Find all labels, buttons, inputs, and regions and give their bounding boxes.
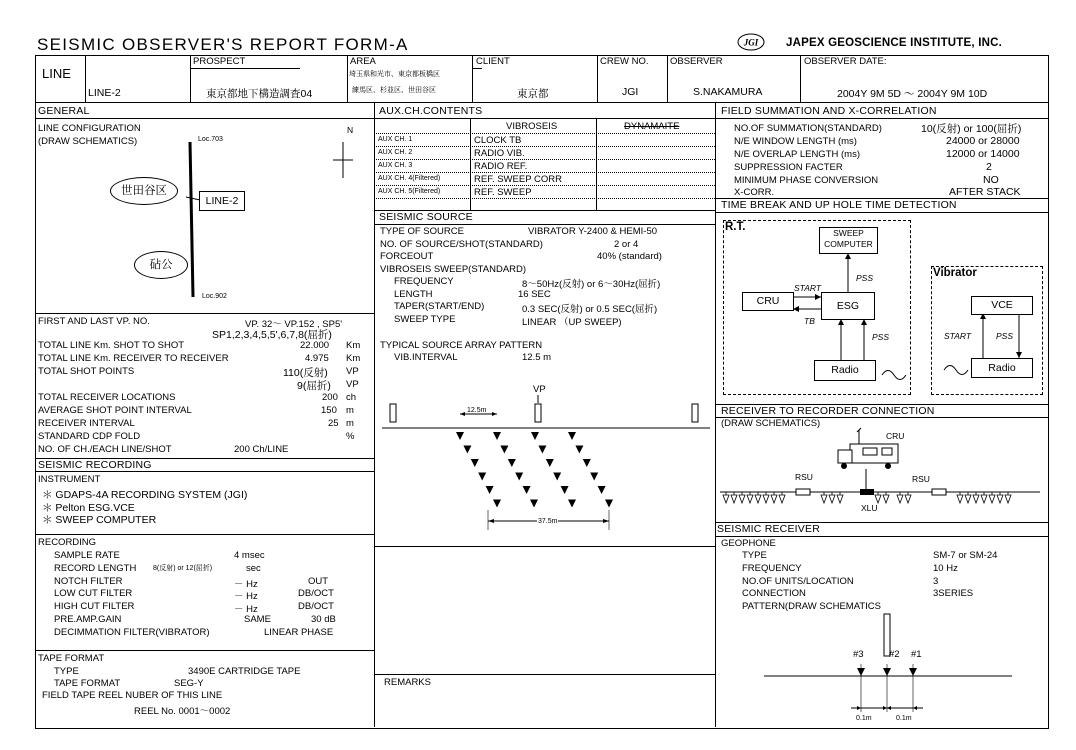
freq-value: 8～50Hz(反射) or 6～30Hz(屈折) — [522, 279, 661, 290]
spacing-1: 0.1m — [856, 715, 872, 722]
rcv-int-label: RECEIVER INTERVAL — [38, 418, 135, 429]
aux-ch-1: AUX CH. 1 — [378, 136, 413, 143]
tape-heading: TAPE FORMAT — [38, 653, 105, 664]
rt-label: R.T. — [725, 221, 746, 233]
geo-conn-label: CONNECTION — [742, 588, 806, 599]
recording-heading: SEISMIC RECORDING — [38, 459, 152, 471]
rcv-int-value: 25 — [328, 418, 339, 429]
radio-box-1: Radio — [814, 360, 876, 381]
ward-oval-setagaya: 世田谷区 — [110, 177, 178, 205]
pss-label-1: PSS — [856, 273, 874, 283]
sample-rate-label: SAMPLE RATE — [54, 550, 120, 561]
geophone-1-label: #1 — [911, 649, 922, 660]
ward-oval-kinuta: 砧公 — [134, 251, 188, 279]
summation-heading: FIELD SUMMATION AND X-CORRELATION — [721, 105, 937, 117]
area-line1: 埼玉県和光市、東京都板橋区 — [349, 71, 440, 78]
line-config-label: LINE CONFIGURATION — [38, 123, 141, 134]
nch-value: 200 Ch/LINE — [234, 444, 289, 455]
force-value: 40% (standard) — [597, 251, 662, 262]
pss-label-2: PSS — [872, 332, 890, 342]
m-unit-1: m — [346, 405, 354, 416]
instrument-2: ＊ Pelton ESG.VCE — [42, 502, 135, 514]
first-last-vp-value: VP. 32～ VP.152 , SP5' — [245, 319, 343, 330]
length-value: 16 SEC — [518, 289, 551, 300]
vibint-value: 12.5 m — [522, 352, 552, 363]
nwin-label: N/E WINDOW LENGTH (ms) — [734, 136, 857, 147]
aux-ch-2: AUX CH. 2 — [378, 149, 413, 156]
decim-value: LINEAR PHASE — [264, 627, 334, 638]
nsrc-value: 2 or 4 — [614, 239, 639, 250]
record-length-label: RECORD LENGTH — [54, 563, 137, 574]
first-last-vp-label: FIRST AND LAST VP. NO. — [38, 316, 150, 327]
nwin-value: 24000 or 28000 — [946, 135, 1020, 147]
rcv-loc-value: 200 — [322, 392, 338, 403]
vibint-label: VIB.INTERVAL — [394, 352, 458, 363]
supp-value: 2 — [986, 161, 992, 173]
tape-format-label: TAPE FORMAT — [54, 678, 121, 689]
aux-val-2: RADIO VIB. — [474, 148, 525, 159]
array-label: TYPICAL SOURCE ARRAY PATTERN — [380, 340, 543, 351]
force-label: FORCEOUT — [380, 251, 434, 262]
avg-sp-label: AVERAGE SHOT POINT INTERVAL — [38, 405, 192, 416]
nsrc-label: NO. OF SOURCE/SHOT(STANDARD) — [380, 239, 543, 250]
cru-truck-label: CRU — [886, 431, 905, 441]
sample-rate-value: 4 msec — [234, 550, 265, 561]
geo-conn-value: 3SERIES — [933, 588, 974, 599]
loc-top: Loc.703 — [198, 136, 223, 143]
rsu-label-1: RSU — [795, 472, 813, 482]
aux-val-5: REF. SWEEP — [474, 187, 532, 198]
recording-label: RECORDING — [38, 537, 97, 548]
novl-label: N/E OVERLAP LENGTH (ms) — [734, 149, 860, 160]
aux-heading: AUX.CH.CONTENTS — [379, 105, 483, 117]
loc-bottom: Loc.902 — [202, 293, 227, 300]
sweep-label: VIBROSEIS SWEEP(STANDARD) — [380, 264, 527, 275]
dim-37-5m: 37.5m — [538, 518, 558, 525]
notch-hz: － Hz — [234, 579, 258, 590]
lowcut-label: LOW CUT FILTER — [54, 588, 133, 599]
novl-value: 12000 or 14000 — [946, 148, 1020, 160]
cru-box: CRU — [742, 292, 794, 311]
vp-unit-2: VP — [346, 379, 359, 390]
area-label: AREA — [350, 56, 376, 67]
geophone-3-label: #3 — [853, 649, 864, 660]
aux-val-4: REF. SWEEP CORR — [474, 174, 562, 185]
xlu-label: XLU — [861, 503, 878, 513]
receiver-conn-sub: (DRAW SCHEMATICS) — [721, 418, 821, 429]
crew-value: JGI — [622, 86, 639, 98]
sweep-type-value: LINEAR （UP SWEEP) — [522, 317, 622, 328]
m-unit-2: m — [346, 418, 354, 429]
form-title: SEISMIC OBSERVER'S REPORT FORM-A — [37, 35, 409, 54]
start-label-2: START — [944, 331, 972, 341]
pct-unit: % — [346, 431, 355, 442]
nsum-label: NO.OF SUMMATION(STANDARD) — [734, 123, 882, 134]
km-unit-2: Km — [346, 353, 361, 364]
geo-freq-label: FREQUENCY — [742, 563, 802, 574]
aux-ch-4: AUX CH. 4(Filtered) — [378, 175, 441, 182]
minph-label: MINIMUM PHASE CONVERSION — [734, 175, 879, 186]
record-length-value: 8(反射) or 12(屈折) — [153, 565, 213, 572]
supp-label: SUPPRESSION FACTER — [734, 162, 843, 173]
geo-type-label: TYPE — [742, 550, 767, 561]
geophone-label: GEOPHONE — [721, 538, 776, 549]
xcorr-label: X-CORR. — [734, 187, 775, 198]
rcv-to-rcv-value: 4.975 — [305, 353, 329, 364]
geophone-2-label: #2 — [889, 649, 900, 660]
tape-format-value: SEG-Y — [174, 678, 204, 689]
instrument-label: INSTRUMENT — [38, 474, 101, 485]
xcorr-value: AFTER STACK — [949, 186, 1021, 198]
tb-label: TB — [804, 316, 815, 326]
preamp-label: PRE.AMP.GAIN — [54, 614, 122, 625]
highcut-label: HIGH CUT FILTER — [54, 601, 135, 612]
line-2-box: LINE-2 — [199, 191, 245, 211]
rcv-loc-label: TOTAL RECEIVER LOCATIONS — [38, 392, 176, 403]
highcut-value: DB/OCT — [298, 601, 334, 612]
sweep-computer-box: SWEEP COMPUTER — [819, 227, 878, 254]
minph-value: NO — [983, 174, 999, 186]
lowcut-hz: － Hz — [234, 591, 258, 602]
geo-pattern-label: PATTERN(DRAW SCHEMATICS — [742, 601, 881, 612]
aux-val-1: CLOCK TB — [474, 135, 522, 146]
lowcut-value: DB/OCT — [298, 588, 334, 599]
tape-type-value: 3490E CARTRIDGE TAPE — [188, 666, 301, 677]
geo-units-value: 3 — [933, 576, 939, 587]
tape-type-label: TYPE — [54, 666, 79, 677]
vibrator-label: Vibrator — [933, 267, 977, 279]
aux-col-vibroseis: VIBROSEIS — [506, 121, 558, 132]
shot-to-shot-value: 22.000 — [300, 340, 330, 351]
company-name: JAPEX GEOSCIENCE INSTITUTE, INC. — [786, 37, 1002, 49]
sp-list: SP1,2,3,4,5,5',6,7,8(屈折) — [212, 329, 332, 341]
nsum-value: 10(反射) or 100(屈折) — [921, 123, 1022, 135]
crew-label: CREW NO. — [600, 56, 649, 67]
rcv-to-rcv-label: TOTAL LINE Km. RECEIVER TO RECEIVER — [38, 353, 229, 364]
geo-freq-value: 10 Hz — [933, 563, 958, 574]
geo-units-label: NO.OF UNITS/LOCATION — [742, 576, 854, 587]
vce-box: VCE — [971, 296, 1033, 315]
esg-box: ESG — [821, 292, 875, 320]
receiver-heading: SEISMIC RECEIVER — [717, 523, 820, 535]
freq-label: FREQUENCY — [394, 276, 454, 287]
timebreak-heading: TIME BREAK AND UP HOLE TIME DETECTION — [721, 199, 957, 211]
vp-unit-1: VP — [346, 366, 359, 377]
record-length-unit: sec — [246, 563, 261, 574]
line-value: LINE-2 — [88, 87, 121, 99]
client-value: 東京都 — [517, 88, 549, 100]
shot-points-refract: 9(屈折) — [297, 380, 331, 392]
line-label: LINE — [42, 66, 71, 81]
shot-to-shot-label: TOTAL LINE Km. SHOT TO SHOT — [38, 340, 185, 351]
aux-ch-5: AUX CH. 5(Filtered) — [378, 188, 441, 195]
geo-type-value: SM-7 or SM-24 — [933, 550, 998, 561]
rsu-label-2: RSU — [912, 474, 930, 484]
length-label: LENGTH — [394, 289, 433, 300]
start-label-1: START — [794, 283, 822, 293]
notch-value: OUT — [308, 576, 329, 587]
spacing-2: 0.1m — [896, 715, 912, 722]
taper-value: 0.3 SEC(反射) or 0.5 SEC(屈折) — [522, 304, 658, 315]
km-unit-1: Km — [346, 340, 361, 351]
preamp-same: SAME — [244, 614, 271, 625]
radio-box-2: Radio — [971, 358, 1033, 378]
decim-label: DECIMMATION FILTER(VIBRATOR) — [54, 627, 210, 638]
remarks-label: REMARKS — [384, 677, 431, 688]
source-type-label: TYPE OF SOURCE — [380, 226, 464, 237]
reel-value: REEL No. 0001～0002 — [134, 706, 231, 717]
sweep-type-label: SWEEP TYPE — [394, 314, 456, 325]
observer-label: OBSERVER — [670, 56, 723, 67]
aux-val-3: RADIO REF. — [474, 161, 528, 172]
prospect-value: 東京都地下構造調査04 — [206, 88, 313, 100]
north-label: N — [347, 125, 354, 135]
source-type-value: VIBRATOR Y-2400 & HEMI-50 — [528, 226, 658, 237]
shot-points-label: TOTAL SHOT POINTS — [38, 366, 135, 377]
area-line2: 練馬区、杉並区、世田谷区 — [352, 87, 436, 94]
prospect-label: PROSPECT — [193, 56, 246, 67]
source-heading: SEISMIC SOURCE — [379, 211, 473, 223]
avg-sp-value: 150 — [321, 405, 337, 416]
cdp-label: STANDARD CDP FOLD — [38, 431, 141, 442]
highcut-hz: － Hz — [234, 604, 258, 615]
general-heading: GENERAL — [38, 105, 90, 117]
instrument-3: ＊ SWEEP COMPUTER — [42, 514, 157, 526]
date-value: 2004Y 9M 5D ～ 2004Y 9M 10D — [837, 88, 988, 100]
preamp-value: 30 dB — [311, 614, 336, 625]
aux-col-dynamite: DYNAMAITE — [624, 121, 680, 132]
receiver-conn-heading: RECEIVER TO RECORDER CONNECTION — [721, 405, 935, 417]
instrument-1: ＊ GDAPS-4A RECORDING SYSTEM (JGI) — [42, 489, 248, 501]
svg-text:JGI: JGI — [743, 37, 759, 48]
taper-label: TAPER(START/END) — [394, 301, 485, 312]
notch-label: NOTCH FILTER — [54, 576, 123, 587]
ch-unit: ch — [346, 392, 357, 403]
draw-schematics-label: (DRAW SCHEMATICS) — [38, 136, 138, 147]
vp-label: VP — [533, 384, 546, 395]
dim-12-5m: 12.5m — [467, 407, 487, 414]
client-label: CLIENT — [476, 56, 510, 67]
aux-ch-3: AUX CH. 3 — [378, 162, 413, 169]
pss-label-3: PSS — [996, 331, 1014, 341]
observer-value: S.NAKAMURA — [693, 86, 763, 98]
date-label: OBSERVER DATE: — [804, 56, 887, 67]
shot-points-reflect: 110(反射) — [283, 367, 328, 379]
nch-label: NO. OF CH./EACH LINE/SHOT — [38, 444, 172, 455]
reel-label: FIELD TAPE REEL NUBER OF THIS LINE — [42, 690, 223, 701]
